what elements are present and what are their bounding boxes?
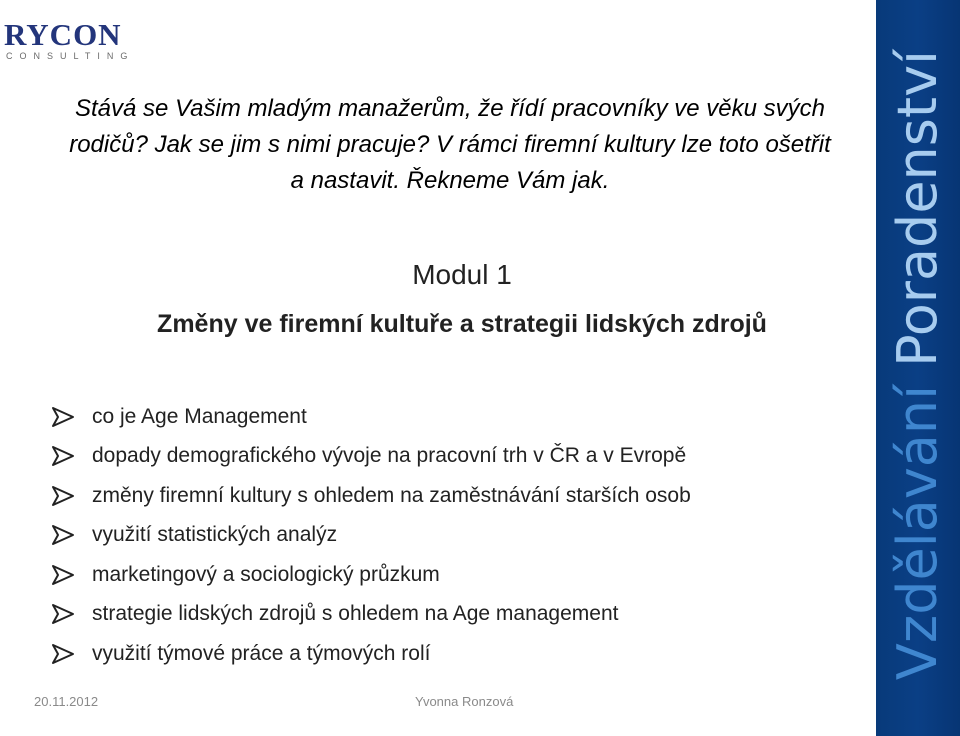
- topic-list-item: [50, 516, 870, 556]
- topic-text: strategie lidských zdrojů s ohledem na Age management: [92, 602, 619, 626]
- arrow-bullet-icon: [50, 524, 78, 546]
- topic-list-item: [50, 397, 870, 437]
- topic-list-item: [50, 634, 870, 674]
- footer-author: Yvonna Ronzová: [415, 694, 514, 709]
- intro-text: [40, 91, 860, 199]
- footer-date: 20.11.2012: [34, 694, 99, 709]
- logo-name: RYCON: [4, 17, 122, 52]
- module-title: Modul 1: [412, 259, 512, 290]
- topic-text: využití týmové práce a týmových rolí: [92, 641, 431, 665]
- topic-list-item: [50, 595, 870, 635]
- rycon-logo: [4, 17, 135, 63]
- topic-text: marketingový a sociologický průzkum: [92, 562, 440, 586]
- topic-text: změny firemní kultury s ohledem na zaměstnávání starších osob: [92, 483, 691, 507]
- module-topic-list: [50, 397, 870, 674]
- sidebar-vertical-text: [886, 49, 949, 681]
- topic-list-item: [50, 476, 870, 516]
- arrow-bullet-icon: [50, 445, 78, 467]
- arrow-bullet-icon: [50, 485, 78, 507]
- module-subtitle: Změny ve firemní kultuře a strategii lidských zdrojů: [157, 310, 767, 338]
- topic-text: co je Age Management: [92, 404, 307, 428]
- intro-line-2: rodičů? Jak se jim s nimi pracuje? V rámci firemní kultury lze toto ošetřit: [69, 131, 831, 158]
- arrow-bullet-icon: [50, 564, 78, 586]
- topic-list-item: [50, 437, 870, 477]
- right-brand-sidebar: [876, 0, 960, 736]
- intro-line-3: a nastavit. Řekneme Vám jak.: [290, 167, 610, 194]
- logo-subtitle: CONSULTING: [6, 51, 135, 61]
- intro-line-1: Stává se Vašim mladým manažerům, že řídí pracovníky ve věku svých: [74, 95, 826, 122]
- arrow-bullet-icon: [50, 406, 78, 428]
- topic-text: využití statistických analýz: [92, 523, 338, 547]
- sidebar-word-consulting: Poradenství: [886, 49, 949, 367]
- arrow-bullet-icon: [50, 643, 78, 665]
- topic-list-item: [50, 555, 870, 595]
- arrow-bullet-icon: [50, 603, 78, 625]
- topic-text: dopady demografického vývoje na pracovní trh v ČR a v Evropě: [92, 444, 687, 468]
- sidebar-word-education: Vzdělávání: [886, 384, 949, 681]
